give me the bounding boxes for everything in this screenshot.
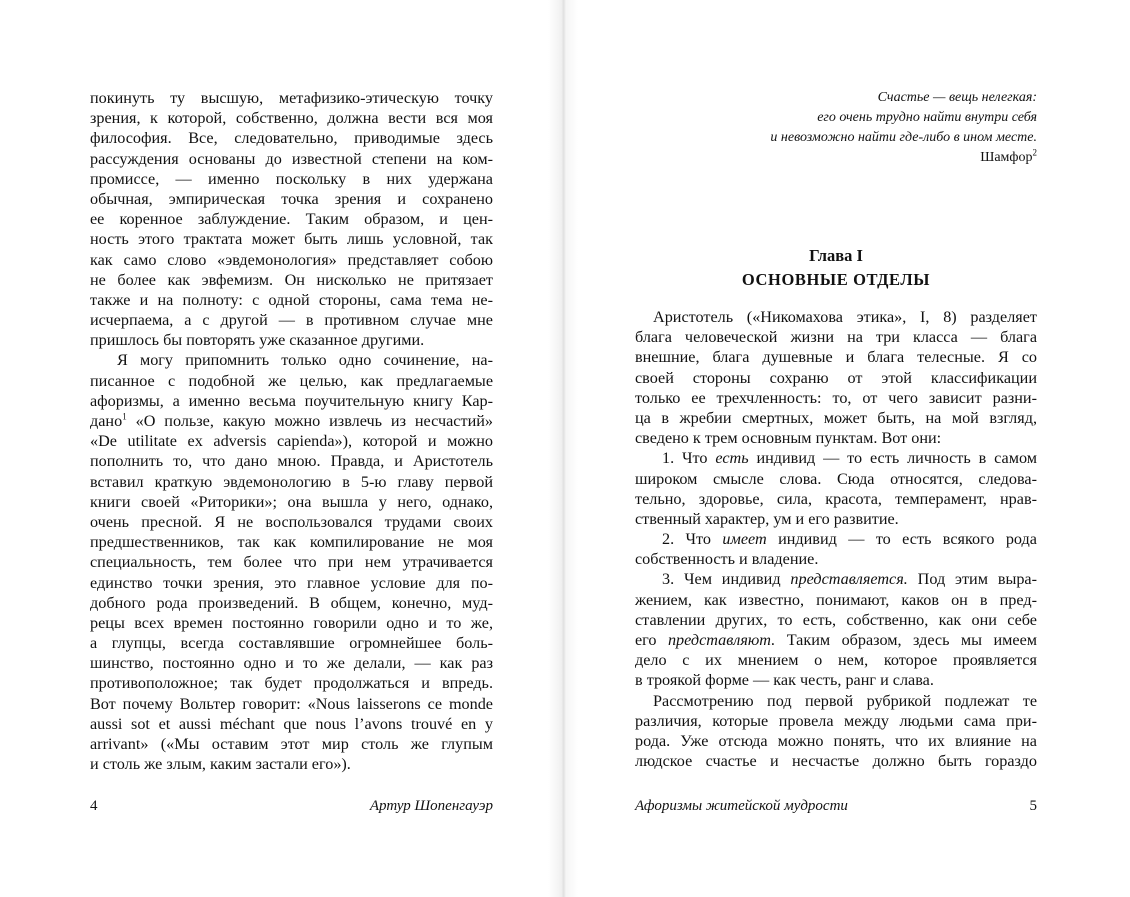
text-line: ставлении других, то есть, собственно, как они себе [635,610,1037,629]
text-line: aussi sot et aussi méchant que nous l’avons trouvé en y [90,714,493,733]
left-page-number: 4 [90,798,98,814]
text-line: также и на полноту: с одной стороны, сама тема не- [90,290,493,309]
text-line: не более как эвфемизм. Он нисколько не притязает [90,270,493,289]
text-line: единство точки зрения, это главное условие для по- [90,573,493,592]
text-line: ственный характер, ум и его развитие. [635,509,899,528]
text-line: рецы всех времен постоянно говорили одно и то же, [90,613,493,632]
right-page-number: 5 [1029,798,1037,814]
text-line: промиссе, — именно поскольку в них удержана [90,169,493,188]
text-line: афоризмы, а именно весьма поучительную книгу Кар- [90,391,493,410]
text-line: arrivant» («Мы оставим этот мир столь же глупым [90,735,493,753]
text-line: только ее трехчленность: то, от чего зависит разни- [635,388,1037,407]
chapter-number: Глава I [809,246,863,265]
text-line: зрения, к которой, собственно, должна вести вся моя [90,109,493,128]
text-line: Вот почему Вольтер говорит: «Nous laisserons ce monde [90,694,493,713]
text-line: 3. Чем индивид представляется. Под этим выра- [662,570,1038,589]
text-line: дано$^1$ «О пользе, какую можно извлечь из несчастий» [90,411,493,430]
book-gutter-shadow [548,0,578,897]
text-line: а глупцы, всегда составлявшие огромнейшее боль- [90,634,493,653]
text-line: в троякой форме — как честь, ранг и слава. [635,671,934,690]
text-line: пополнить то, что дано мною. Правда, и Аристотель [90,452,493,471]
epigraph-line-3: и невозможно найти где-либо в ином месте. [770,130,1037,145]
left-page [0,0,563,897]
right-running-head: Афоризмы житейской мудрости [635,798,848,814]
text-line: его представляют. Таким образом, здесь мы имеем [635,631,1037,649]
text-line: дело с их мнением о нем, которое проявляется [635,651,1037,670]
text-line: жением, как известно, понимают, каков он в пред- [635,590,1037,609]
text-line: тельно, здоровье, сила, красота, темперамент, нрав- [635,489,1037,508]
text-line: 2. Что имеет индивид — то есть всякого рода [662,530,1037,549]
text-line: добного рода произведений. В общем, конечно, муд- [90,593,493,612]
text-line: вставил краткую эвдемонологию в 5-ю главу первой [90,472,493,491]
left-page-body [90,88,493,774]
text-line: очень пресной. Я не воспользовался трудами своих [90,512,493,531]
epigraph [713,88,1037,168]
text-line: обычная, эмпирическая точка зрения и сохранено [90,189,493,208]
text-line: предшественников, так как компилирование не моя [90,533,493,552]
text-line: собственность и владение. [635,550,819,569]
right-page [563,0,1130,897]
text-line: людское счастье и несчастье должно быть гораздо [635,752,1037,771]
text-line: противоположное; так будет продолжаться и впредь. [90,674,493,693]
text-line: ность этого трактата может быть лишь условной, так [90,230,493,249]
text-line: «De utilitate ex adversis capienda»), которой и можно [90,432,493,451]
text-line: шинство, постоянно одно и то же делали, — как раз [90,654,493,673]
text-line: и столь же злым, каким застали его»). [90,755,351,774]
chapter-heading [635,244,1037,292]
text-line: как само слово «эвдемонология» представляет собою [90,250,493,269]
right-page-body [635,307,1037,771]
chapter-title: ОСНОВНЫЕ ОТДЕЛЫ [741,270,931,289]
text-line: Рассмотрению под первой рубрикой подлежат те [653,691,1037,710]
text-line: специальность, тем более что при нем утрачивается [90,553,493,572]
text-line: исчерпаема, а с другой — в противном случае мне [90,311,493,330]
footnote-marker-1: 1 [122,411,127,422]
text-line: пришлось бы повторять уже сказанное другими. [90,331,425,350]
epigraph-author: Шамфор$^2$ [980,147,1037,165]
text-line: Я могу припомнить только одно сочинение, на- [117,351,493,370]
epigraph-line-2: его очень трудно найти внутри себя [817,110,1037,125]
footnote-marker-2: 2 [1032,147,1037,158]
left-running-head: Артур Шопенгауэр [369,798,493,814]
text-line: различия, которые провела между людьми сама при- [635,711,1037,730]
text-line: широком смысле слова. Сюда относятся, следова- [635,469,1037,488]
text-line: философия. Все, следовательно, приводимые здесь [90,129,493,148]
text-line: 1. Что есть индивид — то есть личность в самом [662,449,1037,468]
text-line: покинуть ту высшую, метафизико-этическую точку [90,89,493,107]
text-line: сведено к трем основным пунктам. Вот они: [635,429,942,448]
text-line: Аристотель («Никомахова этика», I, 8) разделяет [653,308,1037,326]
text-line: своей стороны сохраню от этой классификации [635,368,1037,387]
text-line: рассуждения основаны до известной степени на ком- [90,149,493,168]
text-line: внешние, блага душевные и блага телесные. Я со [635,348,1037,367]
text-line: ца в жребии смертных, может быть, на мой взгляд, [635,408,1037,427]
text-line: книги своей «Риторики»; она вышла у него, однако, [90,492,493,511]
text-line: блага человеческой жизни на три класса — блага [635,328,1037,347]
text-line: писанное с подобной же целью, как предлагаемые [90,371,493,390]
text-line: рода. Уже отсюда можно понять, что их влияние на [635,731,1037,750]
epigraph-line-1: Счастье — вещь нелегкая: [877,90,1037,105]
text-line: ее коренное заблуждение. Таким образом, и цен- [90,210,493,229]
